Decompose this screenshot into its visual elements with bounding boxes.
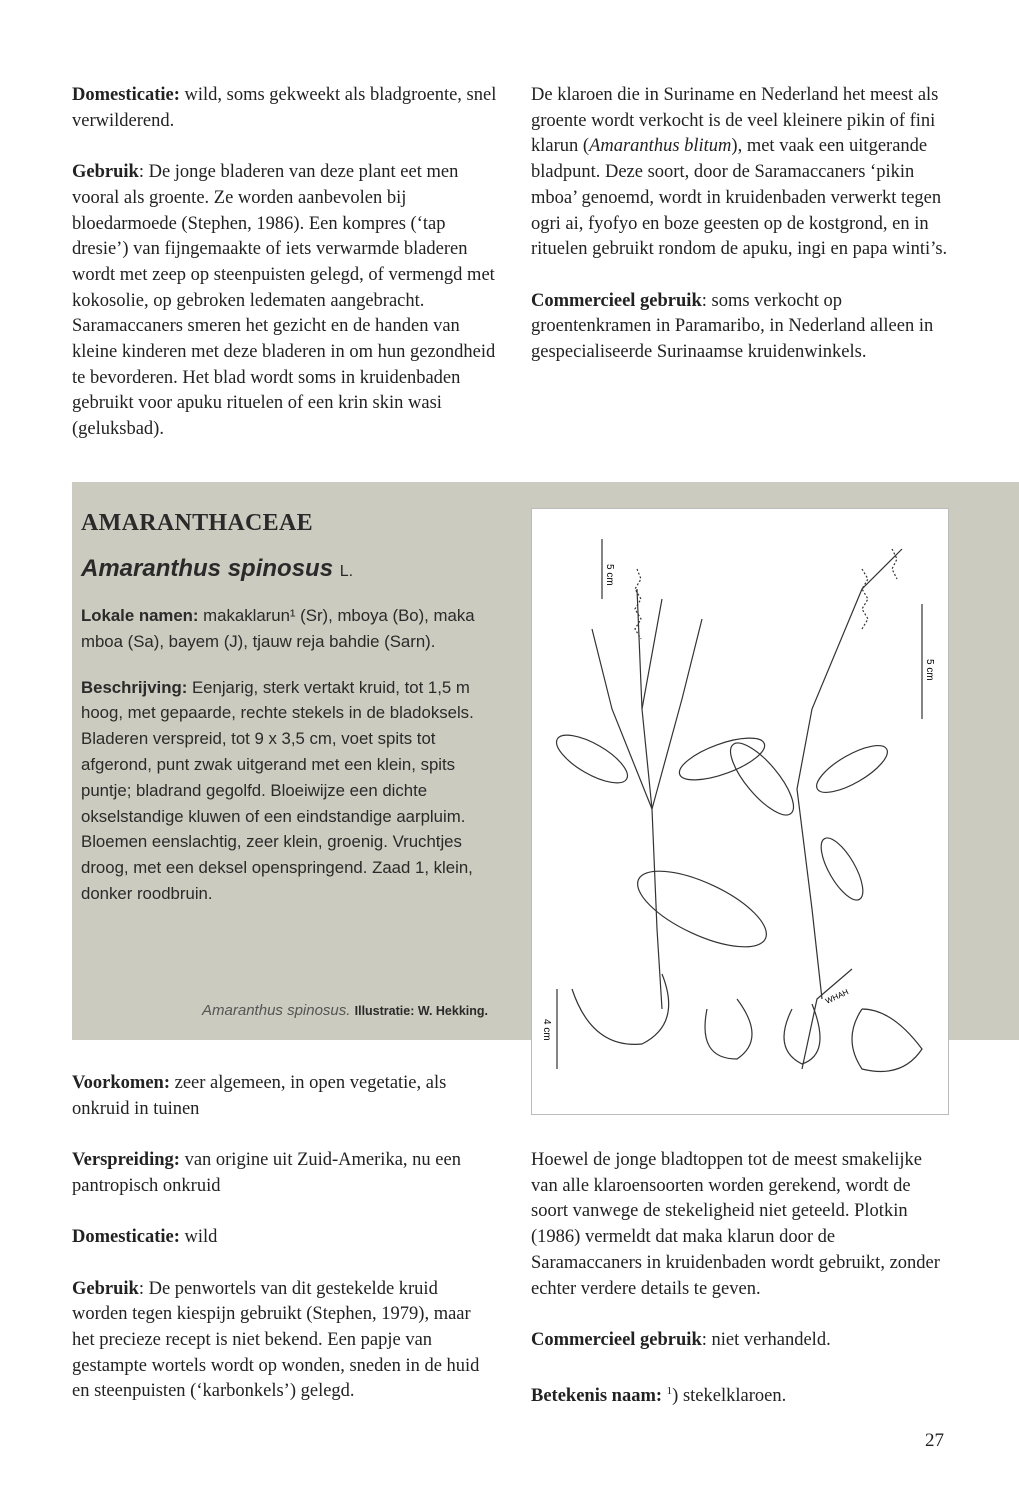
family-heading: AMARANTHACEAE [81, 510, 313, 536]
species-heading [81, 555, 510, 583]
label: Betekenis naam: [531, 1386, 663, 1407]
top-left-column [72, 83, 497, 469]
label: Verspreiding: [72, 1150, 180, 1171]
top-right-column [531, 83, 949, 391]
paragraph [72, 160, 497, 443]
author: L. [339, 563, 354, 580]
leaf [721, 734, 803, 824]
text: makaklarun¹ (Sr), mboya (Bo), maka mboa (Sa), bayem (J), tjauw reja bahdie (Sarn). [81, 606, 475, 651]
leaf [675, 730, 770, 789]
text: ) stekelklaroen. [672, 1386, 787, 1407]
label: Commercieel gebruik [531, 290, 702, 311]
caption-credit: Illustratie: W. Hekking. [354, 1004, 488, 1018]
species-name: Amaranthus spinosus [81, 555, 334, 582]
leaf [550, 726, 634, 792]
paragraph [531, 1379, 949, 1410]
label: Lokale namen: [81, 606, 199, 625]
text: : soms verkocht op groentenkramen in Paramaribo, in Nederland alleen in gespecialiseerde Surinaamse kruidenwinkels. [531, 290, 934, 363]
paragraph [72, 1071, 497, 1122]
scale-label: 5 cm [604, 564, 615, 586]
label: Domesticatie: [72, 1227, 180, 1248]
page-number: 27 [925, 1430, 944, 1451]
text: De klaroen die in Suriname en Nederland het meest als groente wordt verkocht is de veel kleinere pikin of fini klarun ( [531, 85, 939, 157]
text: wild, soms gekweekt als bladgroente, snel verwilderend. [72, 85, 497, 131]
label: Voorkomen: [72, 1073, 170, 1093]
scale-label: 4 cm [541, 1019, 552, 1041]
bottom-right-column [531, 1148, 949, 1436]
label: Gebruik [72, 1278, 139, 1299]
text: ), met vaak een uitgerande bladpunt. Deze soort, door de Saramaccaners ‘pikin mboa’ genoemd, wordt in kruidenbaden verwerkt tegen ogri ai, fyofyo en boze geesten op de kostgrond, en in rituelen gebruikt rondom de apuku, ingi en papa winti’s. [531, 136, 948, 260]
paragraph [531, 83, 949, 263]
leaf [628, 856, 777, 962]
local-names [81, 603, 510, 655]
species-name: Amaranthus blitum [589, 136, 732, 157]
artist-signature: WHAH [824, 987, 851, 1006]
paragraph: Hoewel de jonge bladtoppen tot de meest smakelijke van alle klaroensoorten worden gerekend, wordt de soort vanwege de stekeligheid niet geteeld. Plotkin (1986) vermeldt dat maka klarun door de Saramaccaners in kruidenbaden wordt gebruikt, zonder echter verdere details te geven. [531, 1150, 940, 1299]
paragraph [72, 1277, 497, 1406]
plant-illustration [531, 508, 949, 1115]
label: Gebruik [72, 162, 139, 183]
label: Beschrijving: [81, 677, 188, 697]
text: : De penwortels van dit gestekelde kruid worden tegen kiespijn gebruikt (Stephen, 1979), maar het precieze recept is niet bekend. Een papje van gestampte wortels wordt op wonden, sneden in de huid en steenpuisten (‘karbonkels’) gelegd. [72, 1278, 480, 1402]
text: van origine uit Zuid-Amerika, nu een pantropisch onkruid [72, 1150, 461, 1196]
text: zeer algemeen, in open vegetatie, als onkruid in tuinen [72, 1073, 447, 1119]
paragraph [72, 1148, 497, 1199]
branches [592, 599, 702, 809]
leaf [813, 832, 871, 906]
text: : niet verhandeld. [701, 1329, 831, 1350]
text: : De jonge bladeren van deze plant eet men vooral als groente. Ze worden aanbevolen bij bloedarmoede (Stephen, 1986). Een kompres (‘tap dresie’) van fijngemaakte of iets verwarmde bladeren wordt met zeep op steenpuisten gelegd, of vermengd met kokosolie, op gebroken ledematen aangebracht. Saramaccaners smeren het gezicht en de handen van kleine kinderen met deze bladeren in om hun gezondheid te bevorderen. Het blad wordt soms in kruidenbaden gebruikt voor apuku rituelen of een krin skin wasi (geluksbad). [72, 162, 496, 440]
caption-species: Amaranthus spinosus. [202, 1002, 351, 1019]
bottom-left-column [72, 1071, 497, 1431]
label: Commercieel gebruik [531, 1329, 702, 1350]
leaf [810, 737, 893, 801]
flower-details [572, 974, 922, 1072]
inflorescence [635, 549, 897, 639]
paragraph [72, 1225, 497, 1251]
footnote-mark: 1 [666, 1385, 673, 1398]
text: Eenjarig, sterk vertakt kruid, tot 1,5 m hoog, met gepaarde, rechte stekels in de bladoksels. Bladeren verspreid, tot 9 x 3,5 cm, voet spits tot afgerond, punt zwak uitgerand met een klein, spits puntje; bladrand gegolfd. Bloeiwijze een dichte okselstandige kluwen of een eindstandige aarpluim. Bloemen eenslachtig, zeer klein, groenig. Vruchtjes droog, met een deksel openspringend. Zaad 1, klein, donker roodbruin. [81, 677, 474, 903]
description [81, 675, 510, 907]
label: Domesticatie: [72, 85, 180, 105]
stem [637, 589, 662, 1009]
text: wild [179, 1227, 218, 1248]
paragraph [531, 1328, 949, 1354]
paragraph [531, 289, 949, 366]
species-box [72, 482, 520, 1040]
figure-caption [202, 1002, 488, 1019]
plant-drawing [532, 509, 950, 1116]
scale-label: 5 cm [924, 659, 935, 681]
paragraph [72, 83, 497, 134]
stem-right [797, 549, 902, 999]
